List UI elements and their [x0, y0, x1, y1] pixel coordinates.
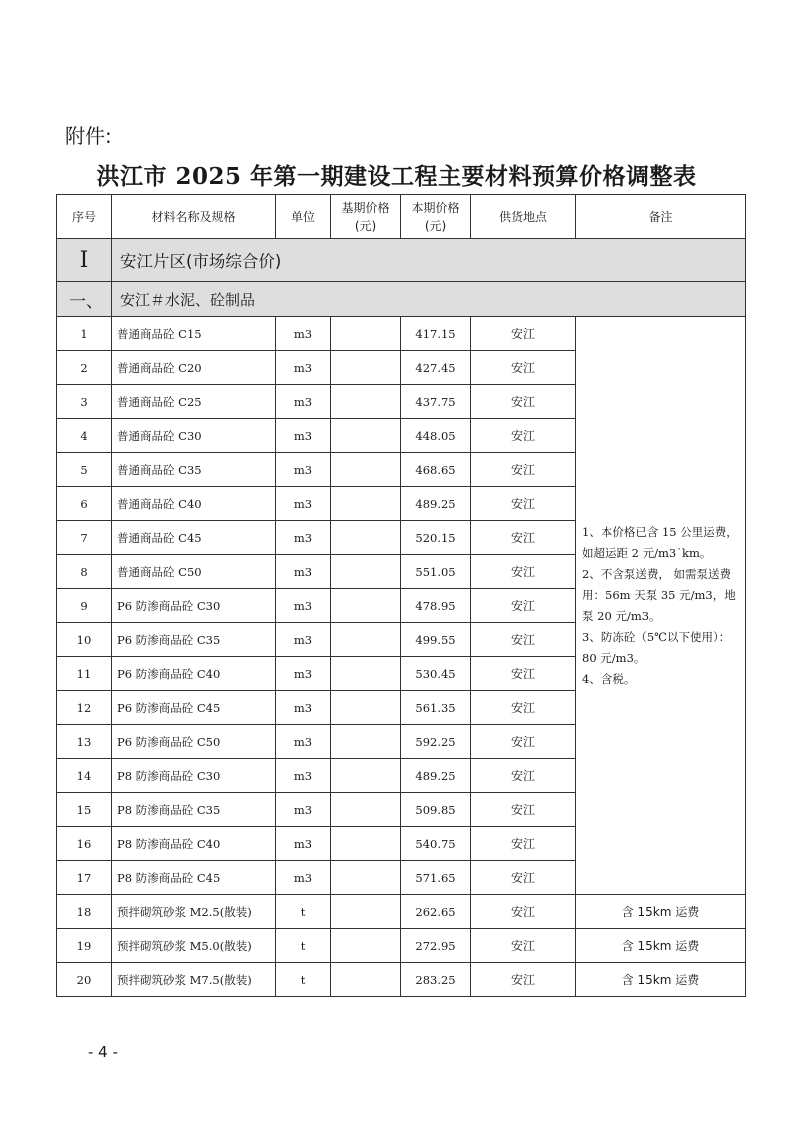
row-base-price	[331, 623, 401, 657]
row-seq: 3	[57, 385, 112, 419]
row-unit: m3	[276, 419, 331, 453]
category-title: 安江＃水泥、砼制品	[112, 282, 746, 317]
table-row	[57, 317, 746, 351]
row-location: 安江	[471, 317, 576, 351]
row-base-price	[331, 929, 401, 963]
section-number: I	[57, 239, 112, 282]
header-seq: 序号	[57, 195, 112, 239]
row-base-price	[331, 521, 401, 555]
header-current-price-line2: (元)	[424, 218, 447, 233]
row-unit: m3	[276, 589, 331, 623]
row-base-price	[331, 963, 401, 997]
row-material-name: 预拌砌筑砂浆 M2.5(散装)	[112, 895, 276, 929]
remark-line: 2、不含泵送费， 如需泵送费用：56m 天泵 35 元/m3，地泵 20 元/m3。	[582, 566, 736, 623]
row-material-name: P6 防渗商品砼 C40	[112, 657, 276, 691]
table-row	[57, 963, 746, 997]
row-seq: 2	[57, 351, 112, 385]
row-seq: 18	[57, 895, 112, 929]
row-material-name: 普通商品砼 C25	[112, 385, 276, 419]
remark-line: 1、本价格已含 15 公里运费，如超运距 2 元/m3˙km。	[582, 524, 738, 560]
section-row-region	[57, 239, 746, 282]
row-current-price: 437.75	[401, 385, 471, 419]
row-seq: 16	[57, 827, 112, 861]
row-unit: m3	[276, 555, 331, 589]
row-current-price: 283.25	[401, 963, 471, 997]
row-seq: 17	[57, 861, 112, 895]
row-base-price	[331, 419, 401, 453]
row-unit: m3	[276, 793, 331, 827]
row-material-name: P8 防渗商品砼 C35	[112, 793, 276, 827]
row-current-price: 448.05	[401, 419, 471, 453]
row-current-price: 592.25	[401, 725, 471, 759]
row-base-price	[331, 385, 401, 419]
row-current-price: 468.65	[401, 453, 471, 487]
table-row	[57, 895, 746, 929]
row-unit: m3	[276, 725, 331, 759]
row-seq: 12	[57, 691, 112, 725]
row-seq: 4	[57, 419, 112, 453]
row-base-price	[331, 861, 401, 895]
row-unit: m3	[276, 861, 331, 895]
row-unit: m3	[276, 691, 331, 725]
row-current-price: 520.15	[401, 521, 471, 555]
row-remark: 含 15km 运费	[576, 963, 746, 997]
row-current-price: 417.15	[401, 317, 471, 351]
row-unit: t	[276, 929, 331, 963]
row-material-name: P6 防渗商品砼 C50	[112, 725, 276, 759]
row-material-name: P6 防渗商品砼 C30	[112, 589, 276, 623]
row-seq: 19	[57, 929, 112, 963]
row-base-price	[331, 589, 401, 623]
row-base-price	[331, 793, 401, 827]
row-base-price	[331, 691, 401, 725]
row-current-price: 551.05	[401, 555, 471, 589]
row-location: 安江	[471, 759, 576, 793]
header-base-price	[331, 195, 401, 239]
row-seq: 5	[57, 453, 112, 487]
row-seq: 6	[57, 487, 112, 521]
row-current-price: 427.45	[401, 351, 471, 385]
header-remark: 备注	[576, 195, 746, 239]
row-unit: m3	[276, 453, 331, 487]
row-location: 安江	[471, 521, 576, 555]
remark-line: 4、含税。	[582, 671, 636, 686]
header-base-price-line1: 基期价格	[341, 200, 390, 215]
row-unit: m3	[276, 351, 331, 385]
row-base-price	[331, 827, 401, 861]
row-unit: t	[276, 895, 331, 929]
row-material-name: P8 防渗商品砼 C30	[112, 759, 276, 793]
row-material-name: P6 防渗商品砼 C35	[112, 623, 276, 657]
row-material-name: 普通商品砼 C15	[112, 317, 276, 351]
header-current-price	[401, 195, 471, 239]
row-unit: m3	[276, 521, 331, 555]
row-current-price: 561.35	[401, 691, 471, 725]
row-location: 安江	[471, 691, 576, 725]
row-material-name: 普通商品砼 C50	[112, 555, 276, 589]
row-location: 安江	[471, 555, 576, 589]
row-base-price	[331, 555, 401, 589]
row-material-name: 普通商品砼 C40	[112, 487, 276, 521]
header-base-price-line2: (元)	[354, 218, 377, 233]
section-row-category	[57, 282, 746, 317]
row-current-price: 509.85	[401, 793, 471, 827]
row-current-price: 478.95	[401, 589, 471, 623]
row-base-price	[331, 317, 401, 351]
row-seq: 8	[57, 555, 112, 589]
row-location: 安江	[471, 725, 576, 759]
row-location: 安江	[471, 963, 576, 997]
row-current-price: 499.55	[401, 623, 471, 657]
row-material-name: 普通商品砼 C35	[112, 453, 276, 487]
page-number: - 4 -	[88, 1043, 118, 1061]
row-location: 安江	[471, 351, 576, 385]
row-remark: 含 15km 运费	[576, 895, 746, 929]
concrete-remark	[576, 317, 746, 895]
row-unit: m3	[276, 657, 331, 691]
attachment-label: 附件:	[65, 124, 112, 148]
row-base-price	[331, 657, 401, 691]
row-base-price	[331, 487, 401, 521]
row-unit: m3	[276, 385, 331, 419]
header-current-price-line1: 本期价格	[411, 200, 460, 215]
row-current-price: 489.25	[401, 487, 471, 521]
row-seq: 7	[57, 521, 112, 555]
row-seq: 15	[57, 793, 112, 827]
row-base-price	[331, 351, 401, 385]
row-current-price: 489.25	[401, 759, 471, 793]
row-location: 安江	[471, 487, 576, 521]
row-seq: 11	[57, 657, 112, 691]
row-location: 安江	[471, 623, 576, 657]
row-seq: 20	[57, 963, 112, 997]
row-location: 安江	[471, 827, 576, 861]
remark-line: 3、防冻砼（5℃以下使用）：80 元/m3。	[582, 629, 731, 665]
row-seq: 13	[57, 725, 112, 759]
header-name: 材料名称及规格	[112, 195, 276, 239]
row-location: 安江	[471, 895, 576, 929]
row-material-name: P6 防渗商品砼 C45	[112, 691, 276, 725]
row-remark: 含 15km 运费	[576, 929, 746, 963]
row-current-price: 540.75	[401, 827, 471, 861]
row-base-price	[331, 759, 401, 793]
row-unit: m3	[276, 827, 331, 861]
row-material-name: 预拌砌筑砂浆 M5.0(散装)	[112, 929, 276, 963]
row-seq: 9	[57, 589, 112, 623]
row-material-name: 普通商品砼 C45	[112, 521, 276, 555]
row-unit: t	[276, 963, 331, 997]
row-material-name: P8 防渗商品砼 C45	[112, 861, 276, 895]
row-material-name: 普通商品砼 C30	[112, 419, 276, 453]
row-unit: m3	[276, 317, 331, 351]
row-base-price	[331, 725, 401, 759]
row-material-name: 预拌砌筑砂浆 M7.5(散装)	[112, 963, 276, 997]
table-row	[57, 929, 746, 963]
row-location: 安江	[471, 385, 576, 419]
row-seq: 10	[57, 623, 112, 657]
row-unit: m3	[276, 623, 331, 657]
row-base-price	[331, 895, 401, 929]
row-current-price: 262.65	[401, 895, 471, 929]
price-table	[56, 194, 746, 997]
row-seq: 1	[57, 317, 112, 351]
row-current-price: 530.45	[401, 657, 471, 691]
page-title: 洪江市 2025 年第一期建设工程主要材料预算价格调整表	[96, 163, 697, 190]
row-location: 安江	[471, 419, 576, 453]
section-title: 安江片区(市场综合价)	[112, 239, 746, 282]
row-location: 安江	[471, 589, 576, 623]
row-location: 安江	[471, 793, 576, 827]
row-base-price	[331, 453, 401, 487]
row-current-price: 272.95	[401, 929, 471, 963]
row-location: 安江	[471, 453, 576, 487]
header-location: 供货地点	[471, 195, 576, 239]
row-location: 安江	[471, 929, 576, 963]
row-unit: m3	[276, 759, 331, 793]
row-location: 安江	[471, 861, 576, 895]
header-unit: 单位	[276, 195, 331, 239]
row-material-name: 普通商品砼 C20	[112, 351, 276, 385]
header-row	[57, 195, 746, 239]
row-location: 安江	[471, 657, 576, 691]
row-unit: m3	[276, 487, 331, 521]
row-current-price: 571.65	[401, 861, 471, 895]
row-seq: 14	[57, 759, 112, 793]
category-number: 一、	[57, 282, 112, 317]
row-material-name: P8 防渗商品砼 C40	[112, 827, 276, 861]
